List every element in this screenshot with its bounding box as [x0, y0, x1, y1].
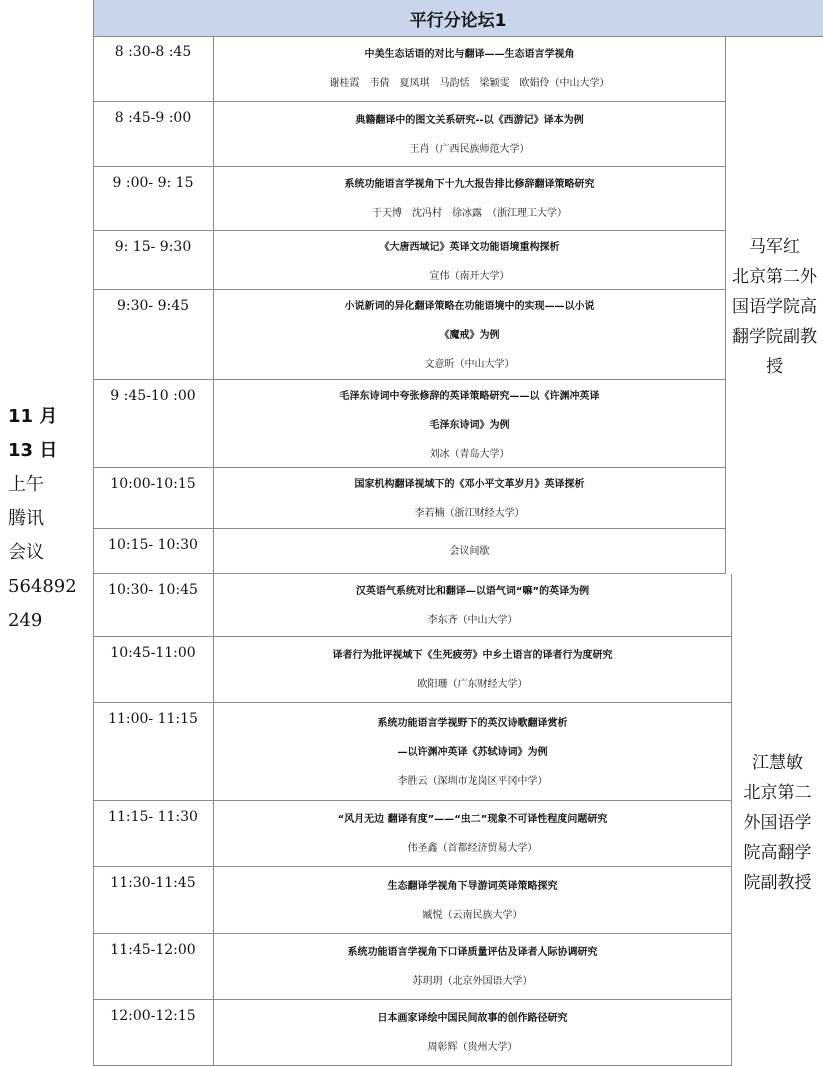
talk-title: 系统功能语言学视野下的英汉诗歌翻译赏析 — [377, 717, 568, 729]
chair-b — [732, 748, 823, 898]
time-slot: 11:30-11:45 — [110, 875, 196, 891]
schedule-row — [93, 529, 725, 574]
talk-title: 国家机构翻译视域下的《邓小平文革岁月》英译探析 — [354, 479, 585, 490]
talk-info — [214, 382, 725, 469]
talk-info — [214, 40, 725, 98]
talk-info — [214, 537, 725, 566]
talk-authors: 苏玥玥（北京外国语大学） — [412, 976, 533, 987]
meeting-id-1: 564892 — [8, 576, 77, 597]
talk-authors: 王肖（广西民族师范大学） — [409, 143, 530, 155]
time-slot: 10:15- 10:30 — [108, 537, 198, 553]
chair-b-affil-4: 院副教授 — [743, 873, 812, 893]
time-slot: 12:00-12:15 — [110, 1008, 196, 1024]
schedule-row — [93, 167, 725, 231]
schedule-row — [93, 380, 725, 468]
chair-a — [726, 232, 823, 382]
talk-info — [214, 170, 725, 228]
talk-info — [214, 292, 725, 379]
talk-authors: 欧阳珊（广东财经大学） — [417, 679, 528, 690]
time-slot: 9: 15- 9:30 — [114, 239, 192, 255]
time-slot: 9:30- 9:45 — [116, 298, 190, 314]
talk-authors: 伟圣鑫（首都经济贸易大学） — [407, 843, 538, 854]
forum-title: 平行分论坛1 — [93, 0, 823, 37]
talk-title: 译者行为批评视域下《生死疲劳》中乡土语言的译者行为度研究 — [332, 650, 613, 661]
schedule-row — [93, 468, 725, 529]
talk-info — [214, 872, 731, 930]
date-platform-2: 会议 — [8, 542, 44, 563]
talk-title: 《大唐西域记》英译文功能语境重构探析 — [379, 242, 560, 253]
chair-b-affil-2: 外国语学 — [743, 813, 812, 833]
time-slot: 10:45-11:00 — [110, 645, 196, 661]
schedule-row — [93, 703, 731, 801]
schedule-row — [93, 574, 731, 637]
schedule-row — [93, 1000, 731, 1066]
chair-a-affil-3: 翻学院副教 — [732, 327, 817, 347]
talk-title: 中美生态话语的对比与翻译——生态语言学视角 — [364, 49, 575, 60]
time-slot: 8 :30-8 :45 — [114, 44, 192, 60]
time-slot: 8 :45-9 :00 — [114, 110, 192, 126]
talk-info — [214, 1004, 731, 1062]
talk-authors: 李东齐（中山大学） — [427, 614, 518, 626]
date-platform-1: 腾讯 — [8, 508, 44, 529]
chair-a-name: 马军红 — [749, 237, 800, 257]
talk-title: 小说新词的异化翻译策略在功能语境中的实现——以小说 — [344, 301, 595, 312]
talk-info — [214, 470, 725, 528]
talk-title: 生态翻译学视角下导游词英译策略探究 — [387, 880, 558, 892]
talk-authors: 李若楠（浙江财经大学） — [414, 508, 525, 519]
talk-title: 日本画家译绘中国民间故事的创作路径研究 — [377, 1013, 568, 1024]
schedule-row — [93, 36, 725, 102]
talk-authors: 周彰辉（贵州大学） — [427, 1042, 518, 1053]
schedule-row — [93, 231, 725, 290]
chair-b-affil-1: 北京第二 — [743, 783, 812, 803]
date-day: 13 日 — [8, 440, 58, 461]
talk-info — [214, 233, 725, 291]
talk-title: “风月无边 翻译有度”——“虫二”现象不可译性程度问题研究 — [337, 814, 608, 825]
talk-authors: 文意昕（中山大学） — [424, 359, 515, 370]
talk-title: 典籍翻译中的图文关系研究--以《西游记》译本为例 — [355, 114, 584, 126]
talk-authors: 谢桂霞 韦倩 夏凤琪 马韵恬 梁颖雯 欧娟伶（中山大学） — [329, 78, 610, 89]
talk-info — [214, 106, 725, 164]
talk-title-continued: 毛泽东诗词》为例 — [429, 420, 510, 431]
talk-authors: 李胜云（深圳市龙岗区平冈中学） — [397, 775, 548, 787]
schedule-row — [93, 290, 725, 380]
talk-title-continued: —以许渊冲英译《苏轼诗词》为例 — [397, 746, 548, 758]
time-slot: 10:00-10:15 — [110, 476, 196, 492]
talk-info — [214, 805, 731, 863]
chair-a-affil-2: 国语学院高 — [732, 297, 817, 317]
talk-authors: 刘冰（青岛大学） — [429, 449, 510, 460]
talk-title: 汉英语气系统对比和翻译—以语气词“嘛”的英译为例 — [355, 585, 590, 597]
chair-a-affil-1: 北京第二外 — [732, 267, 817, 287]
talk-info — [214, 938, 731, 996]
date-month: 11 月 — [8, 406, 58, 427]
date-period: 上午 — [8, 474, 44, 495]
meeting-id-2: 249 — [8, 610, 43, 631]
schedule-row — [93, 934, 731, 1000]
session-date-info — [8, 400, 92, 638]
schedule-row — [93, 867, 731, 934]
talk-authors: 宣伟（南开大学） — [429, 271, 510, 282]
time-slot: 11:45-12:00 — [110, 942, 196, 958]
talk-authors: 臧悦（云南民族大学） — [422, 909, 523, 921]
talk-title: 系统功能语言学视角下十九大报告排比修辞翻译策略研究 — [344, 179, 595, 190]
chair-b-name: 江慧敏 — [752, 753, 803, 773]
time-slot: 10:30- 10:45 — [108, 582, 198, 598]
talk-info — [214, 709, 731, 796]
talk-info — [214, 641, 731, 699]
chair-b-affil-3: 院高翻学 — [743, 843, 812, 863]
talk-title-continued: 《魔戒》为例 — [439, 330, 500, 341]
talk-authors: 于天博 沈冯村 徐冰露 （浙江理工大学） — [372, 208, 567, 219]
schedule-row — [93, 801, 731, 867]
time-slot: 9 :00- 9: 15 — [112, 175, 194, 191]
time-slot: 11:15- 11:30 — [108, 809, 198, 825]
schedule-row — [93, 102, 725, 167]
talk-info — [214, 577, 731, 635]
talk-title: 系统功能语言学视角下口译质量评估及译者人际协调研究 — [347, 947, 598, 958]
chair-a-affil-4: 授 — [766, 357, 783, 377]
talk-title: 毛泽东诗词中夸张修辞的英译策略研究——以《许渊冲英译 — [339, 391, 600, 402]
time-slot: 9 :45-10 :00 — [110, 388, 196, 404]
schedule-row — [93, 637, 731, 703]
break-label: 会议间歇 — [449, 546, 490, 557]
time-slot: 11:00- 11:15 — [108, 711, 198, 727]
